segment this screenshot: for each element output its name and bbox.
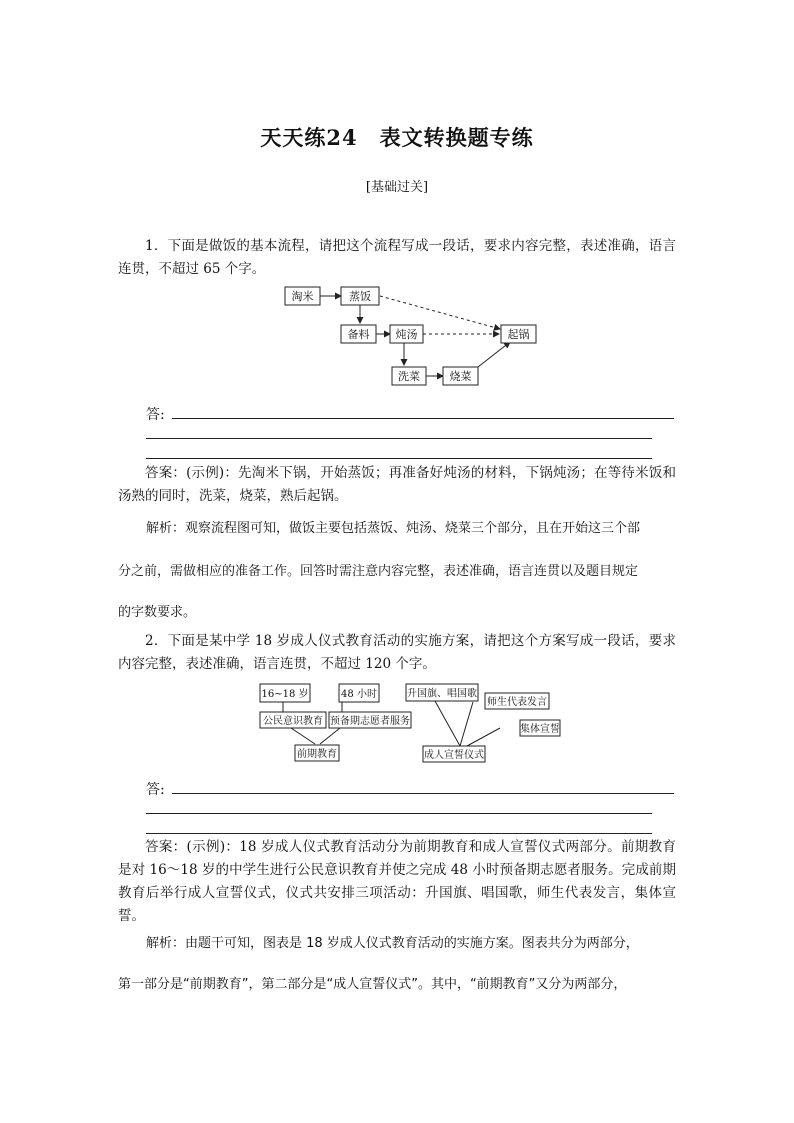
analysis-2-line-1: 解析：由题干可知，图表是 18 岁成人仪式教育活动的实施方案。图表共分为两部分， xyxy=(146,936,639,951)
plan-node-label: 成人宣誓仪式 xyxy=(424,750,484,761)
answer-label-1: 答: xyxy=(146,407,165,423)
flow-node-label: 备料 xyxy=(347,328,370,341)
flow-node-label: 起锅 xyxy=(507,328,530,341)
flow-node-label: 炖汤 xyxy=(395,328,418,341)
flow-node-label: 烧菜 xyxy=(449,370,472,383)
flow-node-label: 蒸饭 xyxy=(349,290,371,303)
plan-node-label: 师生代表发言 xyxy=(487,697,547,708)
cooking-flowchart xyxy=(280,282,542,390)
plan-node-label: 升国旗、唱国歌 xyxy=(407,688,477,700)
page-title: 天天练24 表文转换题专练 xyxy=(260,125,534,150)
section-heading: [基础过关] xyxy=(365,180,429,195)
analysis-1-line-3: 的字数要求。 xyxy=(118,605,197,620)
answer-line[interactable] xyxy=(146,813,652,814)
answer-line[interactable] xyxy=(146,458,652,459)
analysis-1-line-2: 分之前，需做相应的准备工作。回答时需注意内容完整，表述准确，语言连贯以及题目规定 xyxy=(118,564,639,579)
plan-node-label: 公民意识教育 xyxy=(263,716,323,727)
analysis-2-line-2: 第一部分是“前期教育”，第二部分是“成人宣誓仪式”。其中，“前期教育”又分为两部分， xyxy=(118,977,627,992)
plan-node-label: 前期教育 xyxy=(297,749,337,760)
answer-label-2: 答: xyxy=(146,782,165,798)
plan-node-label: 预备期志愿者服务 xyxy=(330,716,410,727)
answer-line[interactable] xyxy=(146,833,652,834)
flow-node-label: 淘米 xyxy=(291,290,314,303)
question-1-text: 1．下面是做饭的基本流程，请把这个流程写成一段话，要求内容完整，表述准确，语言连贯，不超过 65 个字。 xyxy=(118,238,676,277)
answer-line[interactable] xyxy=(172,418,674,419)
analysis-1-line-1: 解析：观察流程图可知，做饭主要包括蒸饭、炖汤、烧菜三个部分，且在开始这三个部 xyxy=(146,521,641,536)
flow-node-label: 洗菜 xyxy=(398,370,420,383)
plan-node-label: 16~18 岁 xyxy=(261,689,309,700)
answer-line[interactable] xyxy=(172,793,674,794)
answer-2: 答案：(示例)：18 岁成人仪式教育活动分为前期教育和成人宣誓仪式两部分。前期教育是对 16～18 岁的中学生进行公民意识教育并使之完成 48 小时预备期志愿者服务。完成前期教育后举行成人宣誓仪式，仪式共安排三项活动：升国旗、唱国歌，师生代表发言，集体宣誓。 xyxy=(118,839,676,924)
ceremony-plan-diagram xyxy=(255,682,565,766)
plan-node-label: 48 小时 xyxy=(341,689,377,700)
answer-line[interactable] xyxy=(146,438,652,439)
plan-node-label: 集体宣誓 xyxy=(520,724,560,735)
question-2-text: 2．下面是某中学 18 岁成人仪式教育活动的实施方案，请把这个方案写成一段话，要求内容完整，表述准确，语言连贯，不超过 120 个字。 xyxy=(118,633,676,672)
answer-1: 答案：(示例)：先淘米下锅，开始蒸饭；再准备好炖汤的材料，下锅炖汤；在等待米饭和汤熟的同时，洗菜，烧菜，熟后起锅。 xyxy=(118,465,676,504)
